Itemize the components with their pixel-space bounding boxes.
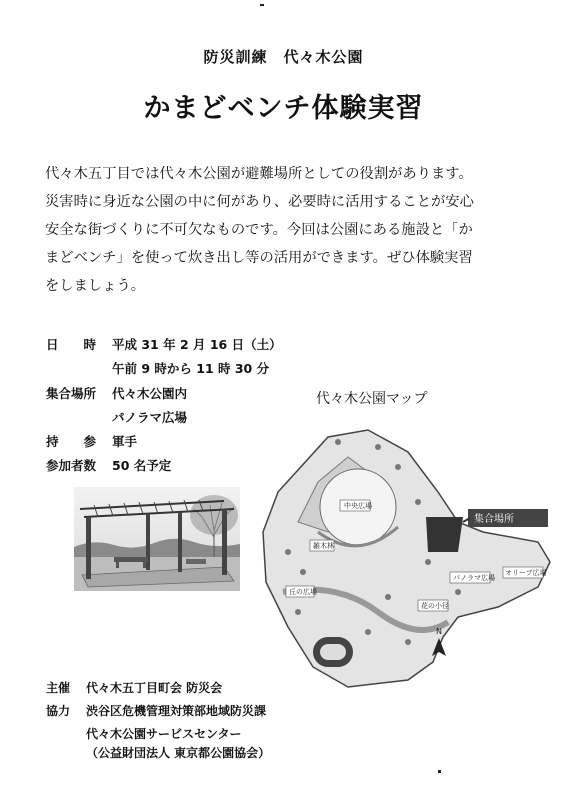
park-map [258,412,558,706]
coop-value-2: 代々木公園サービスセンター [86,727,242,741]
map-label-central: 中央広場 [344,502,372,510]
people-value: 50 名予定 [112,458,172,473]
bring-value: 軍手 [112,434,138,449]
map-label-olive: オリーブ広場 [505,569,547,577]
host-value: 代々木五丁目町会 防災会 [86,681,223,695]
map-title: 代々木公園マップ [316,391,428,407]
time-value: 午前 9 時から 11 時 30 分 [112,361,270,376]
coop-value-3: （公益財団法人 東京都公園協会） [86,746,271,760]
coop-label: 協力 [46,704,71,718]
flyer-title: かまどベンチ体験実習 [143,93,424,124]
flyer-subtitle: 防災訓練 代々木公園 [203,48,364,66]
coop-value: 渋谷区危機管理対策部地域防災課 [86,704,267,718]
intro-line: 安全な街づくりに不可欠なものです。今回は公園にある施設と「か [45,222,473,238]
intro-line: をしましょう。 [45,278,146,294]
map-label-path: 花の小径 [421,602,449,610]
bring-label: 持 参 [46,434,97,449]
place-value: 代々木公園内 [112,386,188,401]
scan-speck [438,770,441,773]
date-label: 日 時 [46,337,97,352]
map-label-hill: 丘の広場 [289,588,317,596]
intro-line: 災害時に身近な公園の中に何があり、必要時に活用することが安心 [45,194,474,210]
date-value: 平成 31 年 2 月 16 日（土） [112,337,282,352]
intro-line: まどベンチ」を使って炊き出し等の活用ができます。ぜひ体験実習 [45,250,473,266]
people-label: 参加者数 [46,458,97,473]
map-label-panorama: パノラマ広場 [453,574,495,582]
intro-paragraph [45,160,515,300]
place-label: 集合場所 [46,386,97,401]
north-label: N [436,627,442,636]
pavilion-photo [74,487,240,595]
intro-line: 代々木五丁目では代々木公園が避難場所としての役割があります。 [45,166,473,182]
host-label: 主催 [46,681,71,695]
map-label-trees: 雑木林 [313,542,334,550]
map-label-meeting: 集合場所 [474,514,514,525]
place-value-detail: パノラマ広場 [112,410,188,425]
scan-speck [260,4,264,6]
